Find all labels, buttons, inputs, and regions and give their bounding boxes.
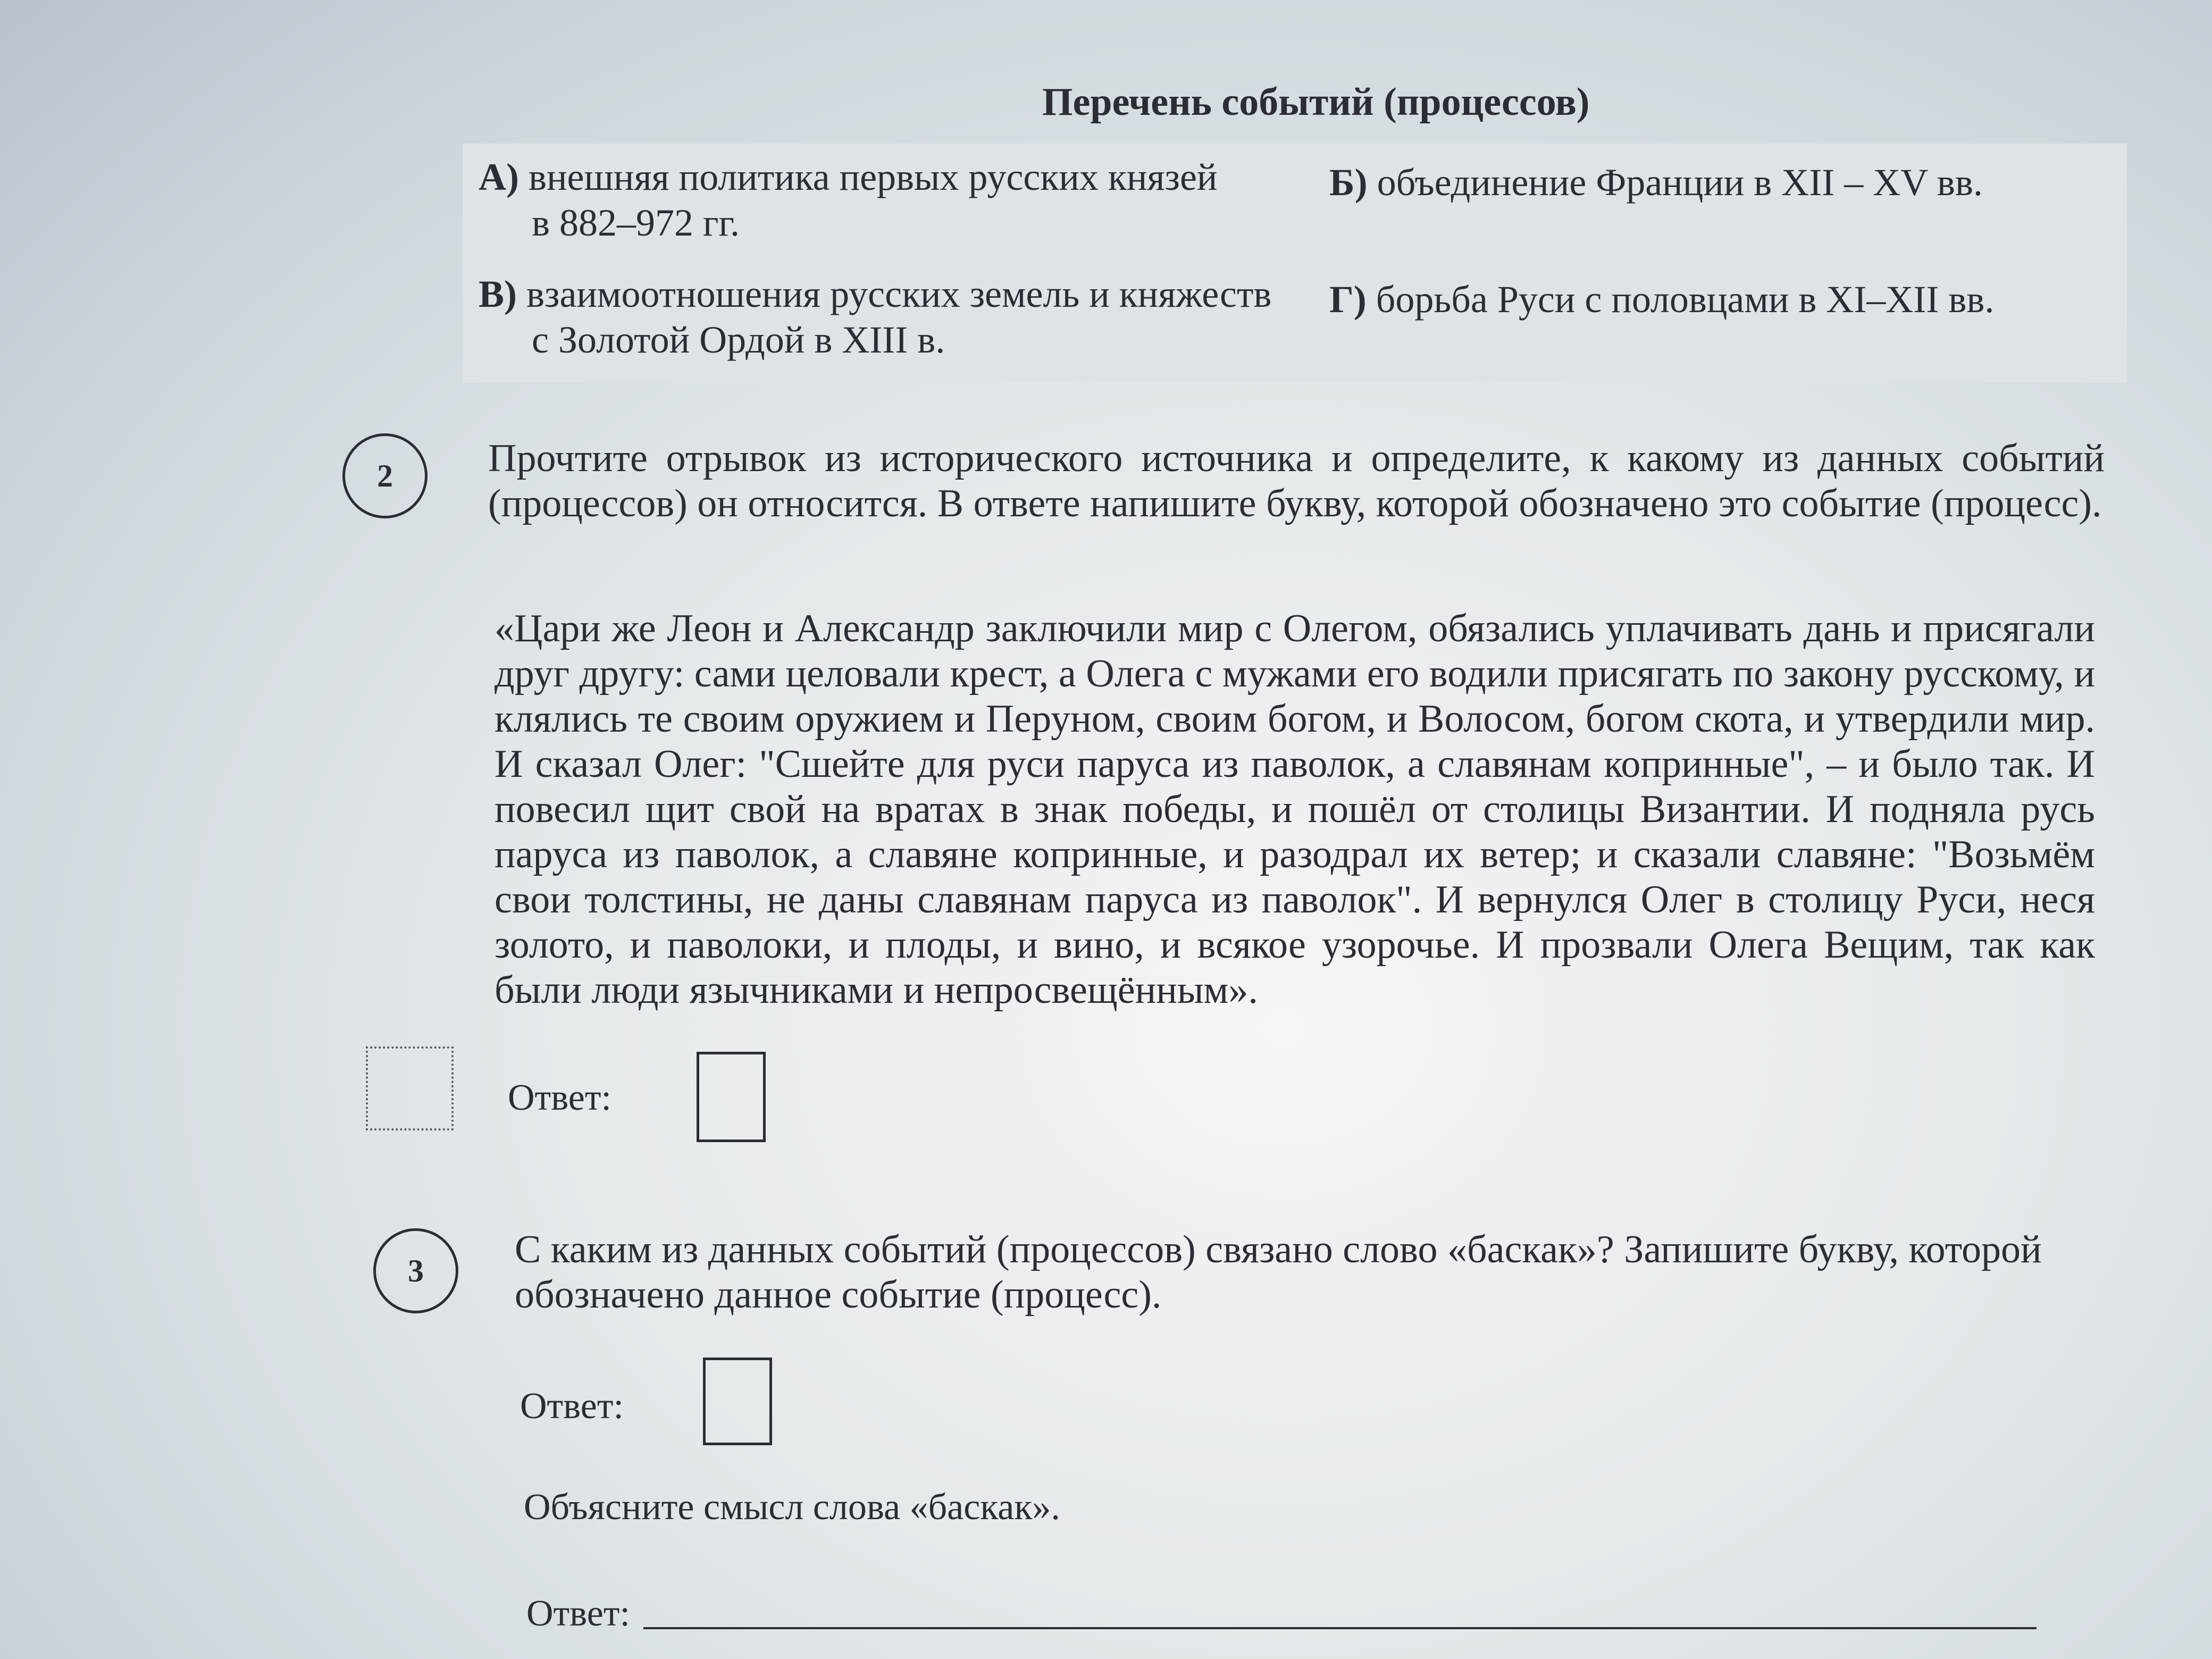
event-v-text: взаимоотношения русских земель и княжеств bbox=[526, 273, 1272, 315]
event-b bbox=[1329, 160, 1983, 205]
event-g-letter: Г) bbox=[1329, 278, 1367, 321]
question-2-score-box bbox=[366, 1046, 454, 1130]
question-3-answer-label-2: Ответ: bbox=[526, 1593, 630, 1634]
event-a-text-cont: в 882–972 гг. bbox=[532, 202, 740, 244]
events-list-title: Перечень событий (процессов) bbox=[1042, 80, 1590, 124]
question-3-answer-box[interactable] bbox=[703, 1358, 772, 1445]
question-3-answer-line[interactable] bbox=[643, 1627, 2037, 1629]
event-v-text-cont: с Золотой Ордой в XIII в. bbox=[532, 319, 945, 361]
event-a bbox=[479, 154, 1217, 246]
question-3-number: 3 bbox=[373, 1228, 458, 1313]
event-g bbox=[1329, 276, 1994, 322]
event-a-letter: А) bbox=[479, 156, 519, 198]
event-b-text: объединение Франции в XII – XV вв. bbox=[1377, 161, 1983, 204]
question-2-answer-box[interactable] bbox=[697, 1052, 766, 1142]
question-2-prompt: Прочтите отрывок из исторического источника и определите, к какому из данных событий (процессов) он относится. В ответе напишите букву, которой обозначено это событие (процесс). bbox=[488, 437, 2105, 525]
question-3-prompt: С каким из данных событий (процессов) связано слово «баскак»? Запишите букву, которой обозначено данное событие (процесс). bbox=[515, 1228, 2042, 1317]
question-2-answer-label: Ответ: bbox=[508, 1077, 611, 1118]
question-3-answer-label: Ответ: bbox=[520, 1386, 624, 1427]
event-v-letter: В) bbox=[479, 273, 517, 315]
event-b-letter: Б) bbox=[1329, 161, 1368, 204]
event-v bbox=[479, 271, 1271, 363]
event-g-text: борьба Руси с половцами в XI–XII вв. bbox=[1376, 278, 1995, 321]
question-2-source-text: «Цари же Леон и Александр заключили мир с Олегом, обязались уплачивать дань и присягали друг другу: сами целовали крест, а Олега с мужами его водили присягать по закону русскому, и клялись те своим оружием и Перуном, своим богом, и Волосом, богом скота, и утвердили мир. И сказал Олег: "Сшейте для руси паруса из паволок, а славянам копринные", – и было так. И повесил щит свой на вратах в знак победы, и пошёл от столицы Византии. И подняла русь паруса из паволок, а славяне копринные, и разодрал их ветер; и сказали славяне: "Возьмём свои толстины, не даны славянам паруса из паволок". И вернулся Олег в столицу Руси, неся золото, и паволоки, и плоды, и вино, и всякое узорочье. И прозвали Олега Вещим, так как были люди язычниками и непросвещённым». bbox=[495, 607, 2095, 1012]
question-2-number: 2 bbox=[342, 433, 428, 518]
event-a-text: внешняя политика первых русских князей bbox=[528, 156, 1218, 198]
question-3-explain-prompt: Объясните смысл слова «баскак». bbox=[524, 1487, 1060, 1528]
